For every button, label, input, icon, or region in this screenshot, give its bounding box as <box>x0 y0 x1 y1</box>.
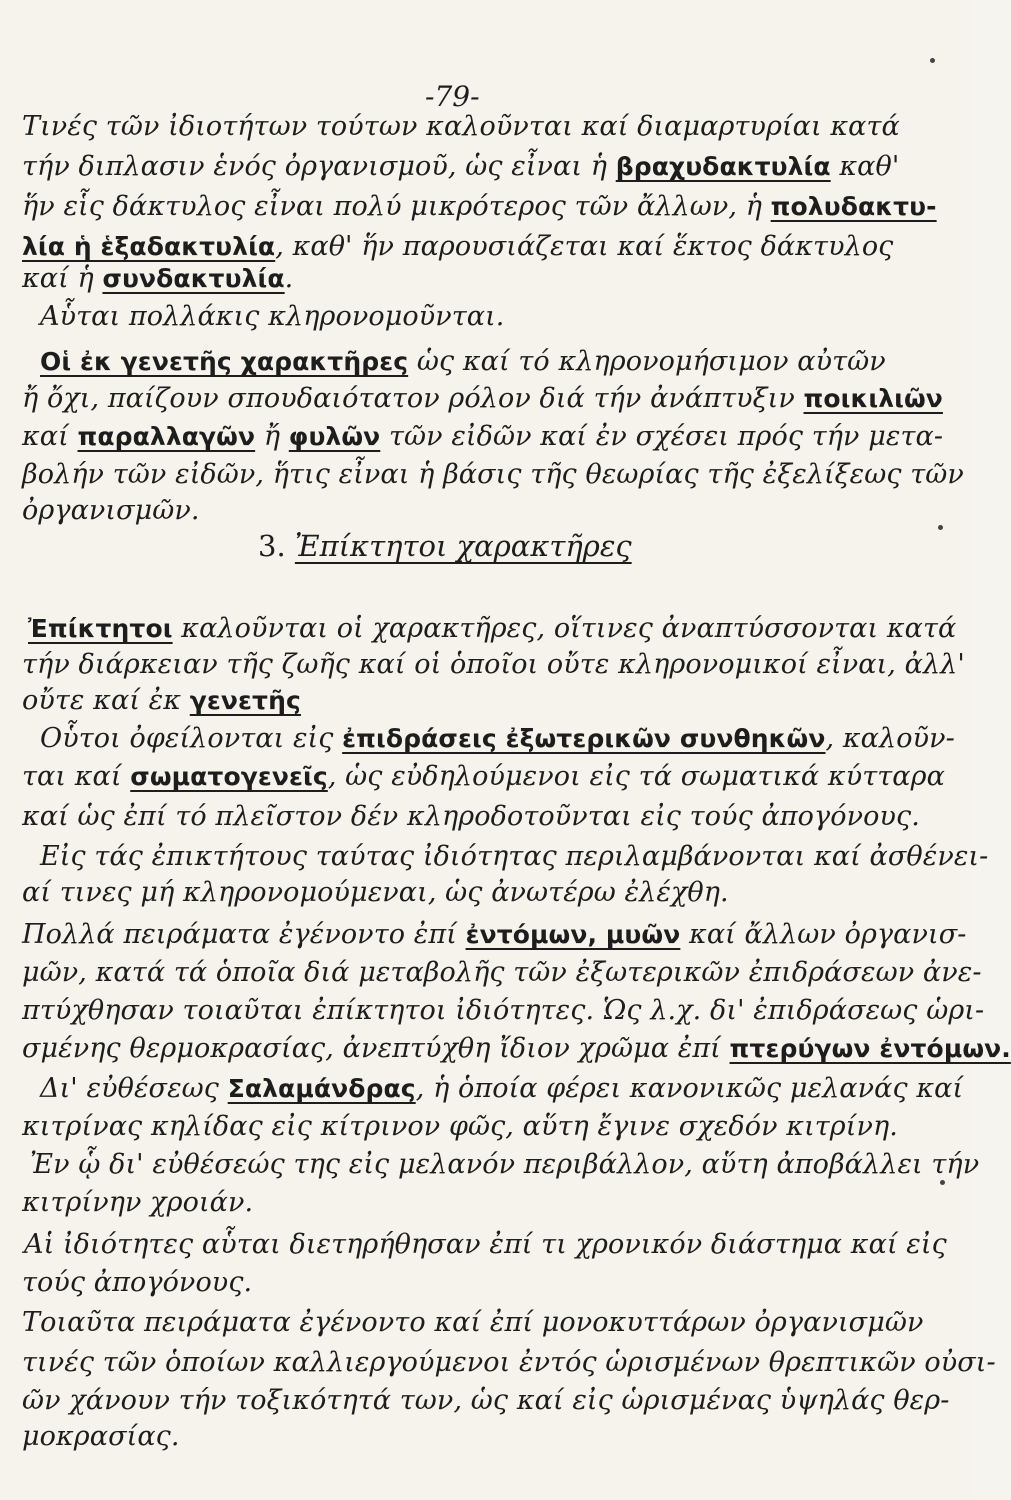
underlined-term: φυλῶν <box>288 422 381 451</box>
text-segment: Εἰς τάς ἐπικτήτους ταύτας ἰδιότητας περιλαμβάνονται καί ἀσθένει- <box>40 841 989 872</box>
text-line <box>40 722 955 756</box>
text-segment: σμένης θερμοκρασίας, ἀνεπτύχθη ἴδιον χρῶμα ἐπί <box>22 1033 730 1064</box>
text-segment: καί ἡ <box>22 263 103 294</box>
underlined-term: λία ἡ ἑξαδακτυλία <box>22 232 276 261</box>
text-line <box>30 1148 980 1182</box>
text-segment: τινές τῶν ὁποίων καλλιεργούμενοι ἐντός ὡρισμένων θρεπτικῶν οὐσι- <box>22 1347 996 1378</box>
underlined-term: ἐπιδράσεις ἐξωτερικῶν συνθηκῶν <box>342 724 826 753</box>
text-line <box>24 1228 951 1262</box>
text-line <box>22 110 951 144</box>
text-segment: βολήν τῶν εἰδῶν, ἥτις εἶναι ἡ βάσις τῆς θεωρίας τῆς ἐξελίξεως τῶν <box>22 459 964 490</box>
text-line <box>22 994 985 1028</box>
text-line <box>40 840 989 874</box>
text-segment: τήν διάρκειαν τῆς ζωῆς καί οἱ ὁποῖοι οὔτε κληρονομικοί εἶναι, ἀλλ' <box>22 649 965 680</box>
text-line <box>22 420 951 454</box>
scan-speck <box>938 525 943 530</box>
section-number: 3. <box>258 529 286 563</box>
text-segment: μῶν, κατά τά ὁποῖα διά μεταβολῆς τῶν ἐξωτερικῶν ἐπιδράσεων ἀνε- <box>22 957 982 988</box>
text-line <box>22 1306 951 1340</box>
text-segment: , καλοῦν- <box>825 723 955 754</box>
text-segment: Αὗται πολλάκις κληρονομοῦνται. <box>40 301 505 332</box>
underlined-term: πτερύγων ἐντόμων. <box>729 1034 1011 1063</box>
underlined-term: Σαλαμάνδρας <box>227 1074 416 1103</box>
text-line <box>40 300 951 334</box>
text-segment: οὔτε καί ἐκ <box>22 685 190 716</box>
underlined-term: ἐντόμων, μυῶν <box>465 920 681 949</box>
text-segment: , ἡ ὁποία φέρει κανονικῶς μελανάς καί <box>415 1073 964 1104</box>
text-line <box>22 648 965 682</box>
text-line <box>40 1072 964 1106</box>
section-title: Ἐπίκτητοι χαρακτῆρες <box>294 529 632 563</box>
text-segment: , ὡς εὐδηλούμενοι εἰς τά σωματικά κύτταρα <box>327 761 945 792</box>
text-line <box>22 494 951 528</box>
text-segment: καθ' <box>830 151 900 182</box>
text-line <box>22 1032 1011 1066</box>
text-line <box>22 760 951 794</box>
scan-speck <box>930 58 935 63</box>
text-line <box>22 1266 951 1300</box>
text-segment: καί <box>22 421 78 452</box>
text-line <box>22 230 951 264</box>
text-line <box>22 382 951 416</box>
text-line <box>22 190 951 224</box>
underlined-term: πολυδακτυ- <box>770 192 937 221</box>
text-segment: Δι' εὐθέσεως <box>40 1073 228 1104</box>
text-line <box>22 262 951 296</box>
text-segment: τῶν εἰδῶν καί ἐν σχέσει πρός τήν μετα- <box>380 421 944 452</box>
text-segment: μοκρασίας. <box>22 1421 180 1452</box>
scan-speck <box>940 1180 945 1185</box>
text-segment: ται καί <box>22 761 131 792</box>
text-segment: ἤ <box>255 421 289 452</box>
text-segment: τούς ἀπογόνους. <box>22 1267 253 1298</box>
text-line <box>22 1384 951 1418</box>
text-segment: τήν διπλασιν ἑνός ὀργανισμοῦ, ὡς εἶναι ἡ <box>22 151 616 182</box>
text-segment: Ἐν ᾧ δι' εὐθέσεώς της εἰς μελανόν περιβάλλον, αὕτη ἀποβάλλει τήν <box>30 1149 980 1180</box>
text-segment: κιτρίνας κηλίδας εἰς κίτρινον φῶς, αὕτη ἔγινε σχεδόν κιτρίνη. <box>22 1111 898 1142</box>
underlined-term: σωματογενεῖς <box>130 762 328 791</box>
text-segment: Τινές τῶν ἰδιοτήτων τούτων καλοῦνται καί διαμαρτυρίαι κατά <box>22 111 900 142</box>
underlined-term: γενετῆς <box>189 686 301 715</box>
underlined-term: συνδακτυλία <box>102 264 285 293</box>
text-line <box>22 1186 951 1220</box>
text-line <box>22 956 982 990</box>
text-line <box>22 1110 951 1144</box>
text-line <box>40 345 951 379</box>
underlined-term: παραλλαγῶν <box>77 422 256 451</box>
text-segment: ὀργανισμῶν. <box>22 495 200 526</box>
text-line <box>28 612 957 646</box>
underlined-term: ποικιλιῶν <box>803 384 943 413</box>
text-segment: καί ἄλλων ὀργανισ- <box>680 919 967 950</box>
text-segment: ῶν χάνουν τήν τοξικότητά των, ὡς καί εἰς ὡρισμένας ὑψηλάς θερ- <box>22 1385 950 1416</box>
text-segment: Τοιαῦτα πειράματα ἐγένοντο καί ἐπί μονοκυττάρων ὀργανισμῶν <box>22 1307 924 1338</box>
text-line <box>22 684 951 718</box>
text-segment: κιτρίνην χροιάν. <box>22 1187 254 1218</box>
text-segment: καί ὡς ἐπί τό πλεῖστον δέν κληροδοτοῦνται εἰς τούς ἀπογόνους. <box>22 801 920 832</box>
text-segment: . <box>284 263 294 294</box>
text-segment: Αἱ ἰδιότητες αὗται διετηρήθησαν ἐπί τι χρονικόν διάστημα καί εἰς <box>24 1229 947 1260</box>
text-line <box>22 1420 951 1454</box>
page-number: -79- <box>425 80 480 113</box>
text-segment: αί τινες μή κληρονομούμεναι, ὡς ἀνωτέρω ἐλέχθη. <box>22 877 729 908</box>
text-segment: , καθ' ἥν παρουσιάζεται καί ἕκτος δάκτυλος <box>275 231 894 262</box>
text-segment: Οὗτοι ὀφείλονται εἰς <box>40 723 343 754</box>
text-segment: καλοῦνται οἱ χαρακτῆρες, οἵτινες ἀναπτύσσονται κατά <box>172 613 957 644</box>
text-line <box>22 800 951 834</box>
text-segment: Πολλά πειράματα ἐγένοντο ἐπί <box>22 919 466 950</box>
text-line <box>22 918 967 952</box>
text-line <box>22 458 964 492</box>
text-line <box>22 150 951 184</box>
text-segment: ὡς καί τό κληρονομήσιμον αὐτῶν <box>408 346 886 377</box>
underlined-term: Οἱ ἐκ γενετῆς χαρακτῆρες <box>40 347 409 376</box>
underlined-term: Ἐπίκτητοι <box>28 614 173 643</box>
underlined-term: βραχυδακτυλία <box>615 152 831 181</box>
text-line <box>22 876 951 910</box>
text-segment: ἥν εἷς δάκτυλος εἶναι πολύ μικρότερος τῶν ἄλλων, ἡ <box>22 191 771 222</box>
text-line <box>22 1346 996 1380</box>
text-segment: ἤ ὄχι, παίζουν σπουδαιότατον ρόλον διά τήν ἀνάπτυξιν <box>22 383 804 414</box>
section-heading <box>258 528 632 564</box>
text-segment: πτύχθησαν τοιαῦται ἐπίκτητοι ἰδιότητες. Ὡς λ.χ. δι' ἐπιδράσεως ὡρι- <box>22 995 985 1026</box>
